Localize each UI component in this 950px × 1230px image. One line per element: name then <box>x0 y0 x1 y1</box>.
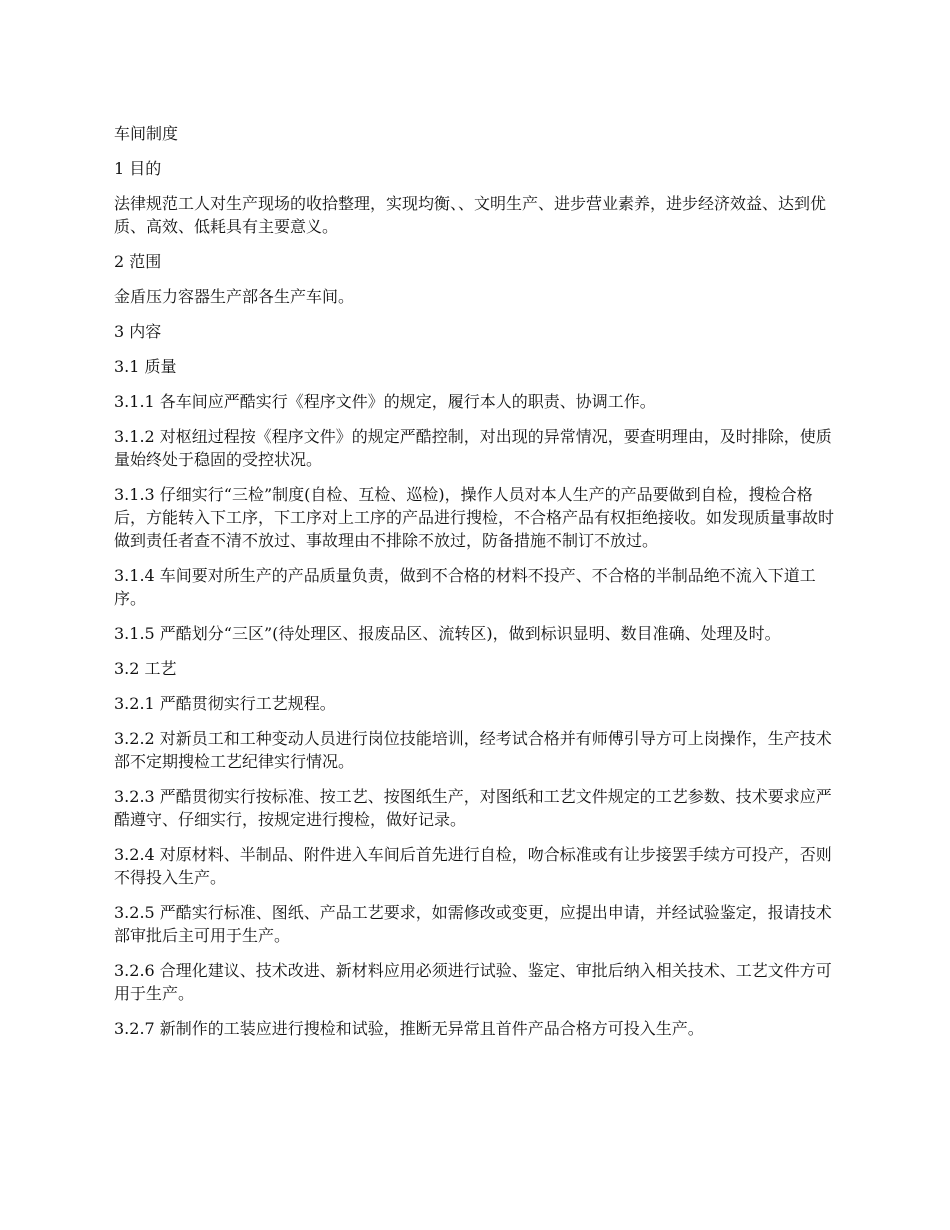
document-body <box>114 122 844 1052</box>
subsection-heading-quality: 3.1 质量 <box>114 357 177 376</box>
clause-3-1-5: 3.1.5 严酷划分“三区”(待处理区、报废品区、流转区)，做到标识显明、数目准确、处理及时。 <box>114 624 781 643</box>
clause-3-2-1: 3.2.1 严酷贯彻实行工艺规程。 <box>114 694 336 713</box>
clause-3-1-3: 3.1.3 仔细实行“三检”制度(自检、互检、巡检)，操作人员对本人生产的产品要做到自检，搜检合格后，方能转入下工序，下工序对上工序的产品进行搜检，不合格产品有权拒绝接收。如发现质量事故时做到责任者查不清不放过、事故理由不排除不放过，防备措施不制订不放过。 <box>114 485 835 550</box>
clause-3-2-5: 3.2.5 严酷实行标准、图纸、产品工艺要求，如需修改或变更，应提出申请，并经试验鉴定，报请技术部审批后主可用于生产。 <box>114 903 832 945</box>
document-title: 车间制度 <box>114 124 179 143</box>
paragraph-purpose: 法律规范工人对生产现场的收拾整理，实现均衡、、文明生产、进步营业素养，进步经济效益、达到优质、高效、低耗具有主要意义。 <box>114 194 827 236</box>
clause-3-2-4: 3.2.4 对原材料、半制品、附件进入车间后首先进行自检，吻合标准或有让步接罢手续方可投产，否则不得投入生产。 <box>114 845 832 887</box>
subsection-heading-process: 3.2 工艺 <box>114 659 177 678</box>
clause-3-1-4: 3.1.4 车间要对所生产的产品质量负责，做到不合格的材料不投产、不合格的半制品绝不流入下道工序。 <box>114 566 816 608</box>
clause-3-2-7: 3.2.7 新制作的工装应进行搜检和试验，推断无异常且首件产品合格方可投入生产。 <box>114 1019 704 1038</box>
clause-3-2-3: 3.2.3 严酷贯彻实行按标准、按工艺、按图纸生产，对图纸和工艺文件规定的工艺参数、技术要求应严酷遵守、仔细实行，按规定进行搜检，做好记录。 <box>114 787 832 829</box>
paragraph-scope: 金盾压力容器生产部各生产车间。 <box>114 287 355 306</box>
section-heading-purpose: 1 目的 <box>114 159 162 178</box>
clause-3-2-6: 3.2.6 合理化建议、技术改进、新材料应用必须进行试验、鉴定、审批后纳入相关技术、工艺文件方可用于生产。 <box>114 961 832 1003</box>
clause-3-1-1: 3.1.1 各车间应严酷实行《程序文件》的规定，履行本人的职责、协调工作。 <box>114 392 656 411</box>
section-heading-scope: 2 范围 <box>114 252 162 271</box>
clause-3-1-2: 3.1.2 对枢纽过程按《程序文件》的规定严酷控制，对出现的异常情况，要查明理由，及时排除，使质量始终处于稳固的受控状况。 <box>114 427 832 469</box>
section-heading-content: 3 内容 <box>114 322 162 341</box>
clause-3-2-2: 3.2.2 对新员工和工种变动人员进行岗位技能培训，经考试合格并有师傅引导方可上岗操作，生产技术部不定期搜检工艺纪律实行情况。 <box>114 729 832 771</box>
